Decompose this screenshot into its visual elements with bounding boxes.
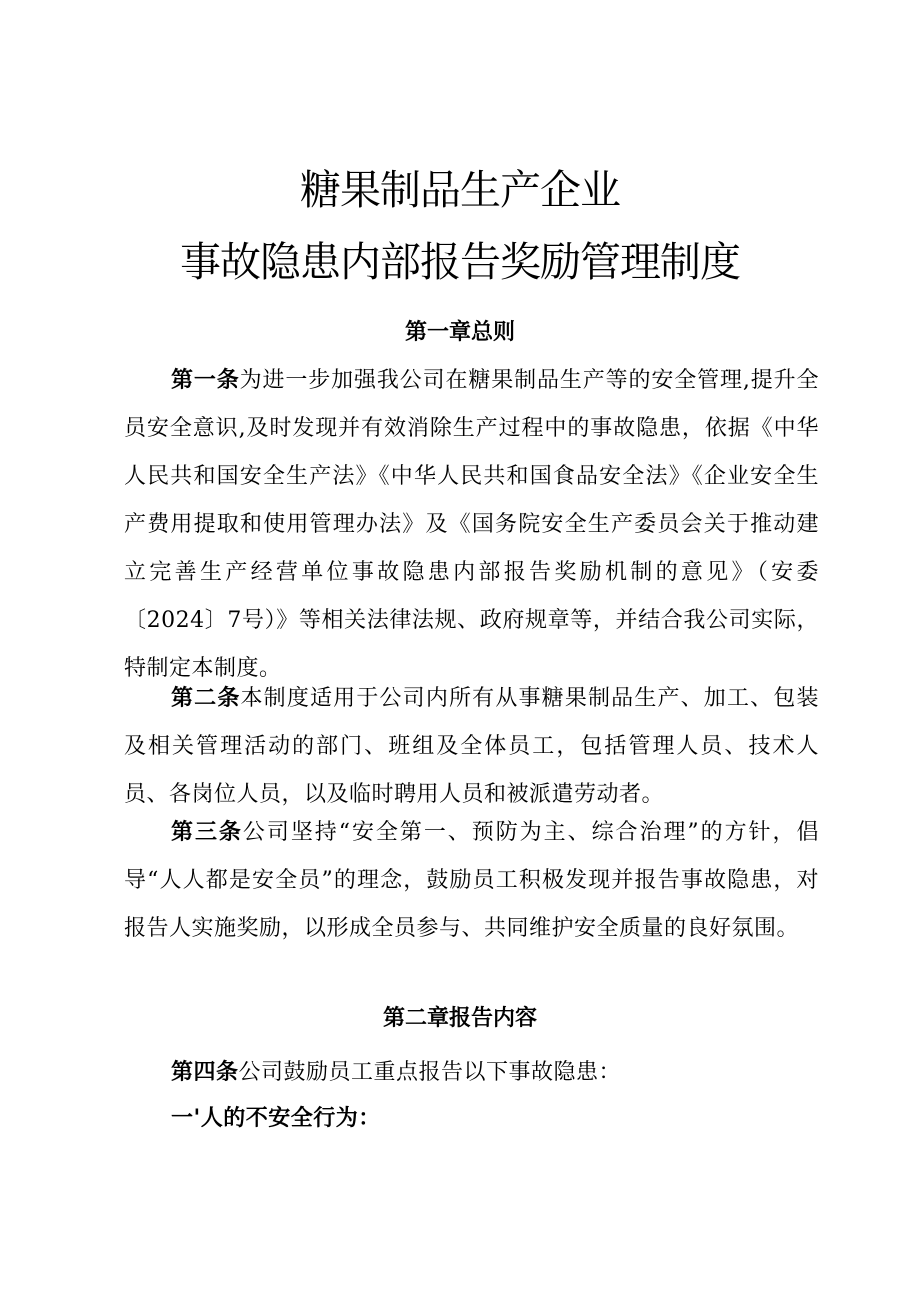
chapter-heading-report-content: 第二章报告内容 (382, 1005, 537, 1031)
article-2-label: 第二条 (171, 685, 241, 711)
article-3-text: 公司坚持“安全第一、预防为主、综合治理”的方针，倡导“人人都是安全员”的理念，鼓励员工积极发现并报告事故隐患，对报告人实施奖励，以形成全员参与、共同维护安全质量的良好氛围。 (124, 820, 819, 941)
chapter-heading-general: 第一章总则 (404, 319, 515, 345)
article-4-text: 公司鼓励员工重点报告以下事故隐患： (238, 1060, 622, 1085)
article-1 (124, 356, 819, 693)
article-4 (124, 1048, 819, 1097)
article-3 (124, 808, 819, 953)
document-title-line2: 事故隐患内部报告奖励管理制度 (180, 238, 740, 286)
article-4-label: 第四条 (171, 1059, 239, 1085)
article-1-text: 为进一步加强我公司在糖果制品生产等的安全管理,提升全员安全意识,及时发现并有效消除生产过程中的事故隐患，依据《中华人民共和国安全生产法》《中华人民共和国食品安全法》《企业安全生产费用提取和使用管理办法》及《国务院安全生产委员会关于推动建立完善生产经营单位事故隐患内部报告奖励机制的意见》（安委〔2024〕7号）》等相关法律法规、政府规章等，并结合我公司实际，特制定本制度。 (124, 368, 819, 681)
article-2-text: 本制度适用于公司内所有从事糖果制品生产、加工、包装及相关管理活动的部门、班组及全体员工，包括管理人员、技术人员、各岗位人员，以及临时聘用人员和被派遣劳动者。 (124, 686, 819, 807)
article-3-label: 第三条 (171, 819, 243, 845)
article-1-label: 第一条 (171, 367, 240, 393)
article-2 (124, 674, 819, 819)
document-title-line1: 糖果制品生产企业 (300, 166, 620, 214)
list-item-unsafe-behavior: 一'人的不安全行为： (171, 1105, 381, 1131)
